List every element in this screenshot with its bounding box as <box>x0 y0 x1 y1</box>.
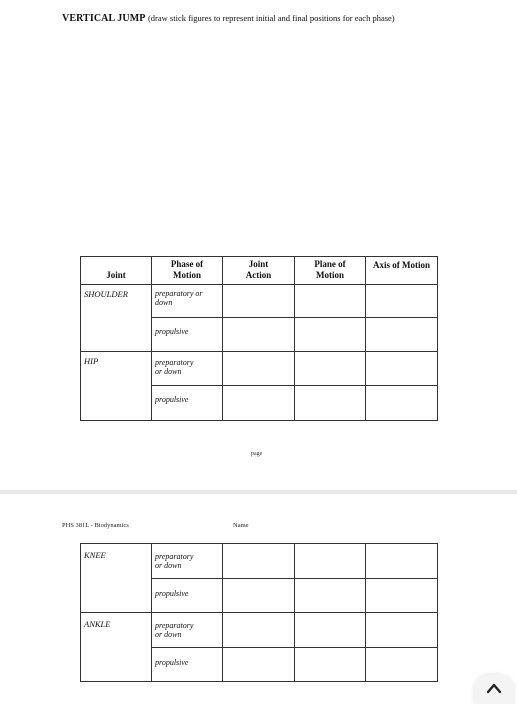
page-label: page <box>251 451 263 457</box>
answer-cell-ankle-prop-action[interactable] <box>223 648 295 682</box>
answer-cell-shoulder-prep-action[interactable] <box>223 285 295 318</box>
answer-cell-shoulder-prep-axis[interactable] <box>366 285 438 318</box>
phase-shoulder-propulsive: propulsive <box>152 318 223 352</box>
answer-cell-shoulder-prep-plane[interactable] <box>295 285 366 318</box>
answer-cell-shoulder-prop-axis[interactable] <box>366 318 438 352</box>
joint-analysis-table-lower <box>80 543 438 682</box>
answer-cell-ankle-prep-action[interactable] <box>223 613 295 648</box>
chevron-up-icon <box>486 682 502 694</box>
joint-knee: KNEE <box>81 544 152 613</box>
column-header-joint: Joint <box>81 257 152 285</box>
answer-cell-ankle-prop-axis[interactable] <box>366 648 438 682</box>
answer-cell-knee-prep-axis[interactable] <box>366 544 438 579</box>
answer-cell-shoulder-prop-action[interactable] <box>223 318 295 352</box>
joint-shoulder: SHOULDER <box>81 285 152 352</box>
phase-knee-propulsive: propulsive <box>152 579 223 613</box>
answer-cell-hip-prep-action[interactable] <box>223 352 295 386</box>
joint-analysis-table-upper <box>80 256 438 421</box>
answer-cell-ankle-prop-plane[interactable] <box>295 648 366 682</box>
name-label: Name <box>233 522 249 529</box>
worksheet-heading <box>62 13 395 24</box>
answer-cell-hip-prep-axis[interactable] <box>366 352 438 386</box>
answer-cell-knee-prep-plane[interactable] <box>295 544 366 579</box>
phase-ankle-propulsive: propulsive <box>152 648 223 682</box>
phase-shoulder-preparatory: preparatory or down <box>152 285 223 318</box>
answer-cell-hip-prop-action[interactable] <box>223 386 295 421</box>
column-header-joint-action: Joint Action <box>223 257 295 285</box>
column-header-axis: Axis of Motion <box>366 257 438 285</box>
answer-cell-knee-prop-plane[interactable] <box>295 579 366 613</box>
answer-cell-hip-prop-plane[interactable] <box>295 386 366 421</box>
answer-cell-knee-prep-action[interactable] <box>223 544 295 579</box>
course-label: PHS 381L - Biodynamics <box>62 522 129 529</box>
answer-cell-hip-prop-axis[interactable] <box>366 386 438 421</box>
phase-hip-propulsive: propulsive <box>152 386 223 421</box>
phase-ankle-preparatory: preparatory or down <box>152 613 223 648</box>
heading-instructions: (draw stick figures to represent initial and final positions for each phase) <box>147 13 395 23</box>
answer-cell-knee-prop-axis[interactable] <box>366 579 438 613</box>
joint-hip: HIP <box>81 352 152 421</box>
heading-title: VERTICAL JUMP <box>62 13 146 24</box>
answer-cell-ankle-prep-plane[interactable] <box>295 613 366 648</box>
answer-cell-ankle-prep-axis[interactable] <box>366 613 438 648</box>
answer-cell-hip-prep-plane[interactable] <box>295 352 366 386</box>
column-header-phase: Phase of Motion <box>152 257 223 285</box>
phase-knee-preparatory: preparatory or down <box>152 544 223 579</box>
answer-cell-shoulder-prop-plane[interactable] <box>295 318 366 352</box>
answer-cell-knee-prop-action[interactable] <box>223 579 295 613</box>
column-header-plane: Plane of Motion <box>295 257 366 285</box>
joint-ankle: ANKLE <box>81 613 152 682</box>
phase-hip-preparatory: preparatory or down <box>152 352 223 386</box>
